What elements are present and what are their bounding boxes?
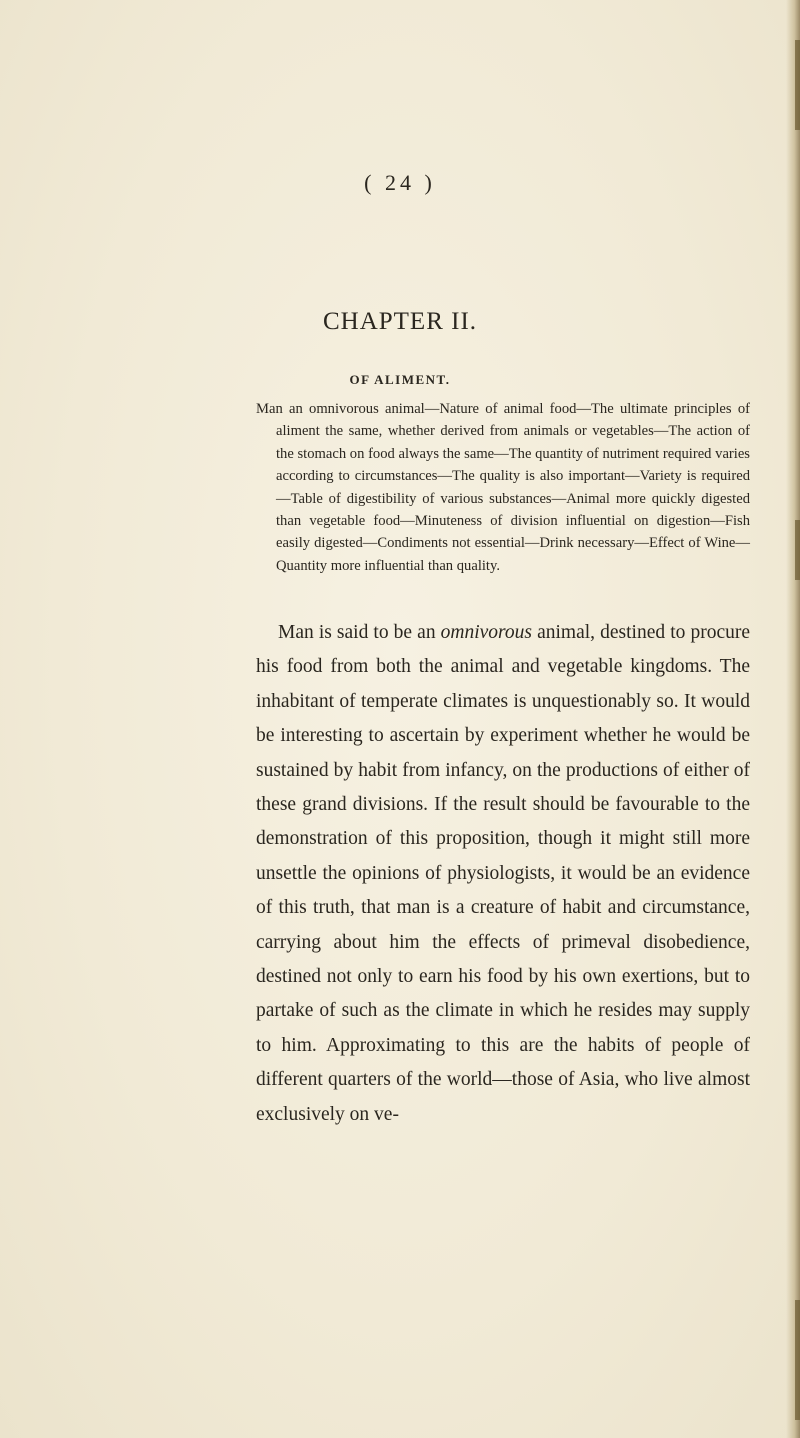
chapter-title: CHAPTER II. [322, 308, 478, 335]
chapter-subtitle: OF ALIMENT. [349, 372, 451, 387]
body-lead: Man is said to be an [278, 622, 441, 643]
chapter-summary-text: Man an omnivorous animal—Nature of animal food—The ultimate principles of aliment the same, whether derived from animals or vegetables—The action of the stomach on food always the same—The quantity of nutriment required varies according to circumstances—The quality is also important—Variety is required—Table of digestibility of various substances—Animal more quickly digested than vegetable food—Minuteness of division influential on digestion—Fish easily digested—Condiments not essential—Drink necessary—Effect of Wine—Quantity more influential than quality. [256, 401, 750, 574]
body-paragraph [256, 616, 750, 1132]
page-edge-mark [795, 520, 800, 580]
page-edge-shadow [786, 0, 800, 1438]
body-emphasis: omnivorous [440, 622, 533, 643]
page-number: ( 24 ) [364, 170, 436, 195]
page-edge-mark [795, 1300, 800, 1420]
body-text [256, 616, 750, 1132]
body-rest: animal, destined to procure his food from both the animal and vegetable kingdoms. The inhabitant of temperate climates is unquestionably so. It would be interesting to ascertain by experiment whether he would be sustained by habit from infancy, on the productions of either of these grand divisions. If the result should be favourable to the demonstration of this proposition, though it might still more unsettle the opinions of physiologists, it would be an evidence of this truth, that man is a creature of habit and circumstance, carrying about him the effects of primeval disobedience, destined not only to earn his food by his own exertions, but to partake of such as the climate in which he resides may supply to him. Approximating to this are the habits of people of different quarters of the world—those of Asia, who live almost exclusively on ve- [256, 622, 750, 1125]
chapter-summary [256, 398, 750, 577]
page-edge-mark [795, 40, 800, 130]
